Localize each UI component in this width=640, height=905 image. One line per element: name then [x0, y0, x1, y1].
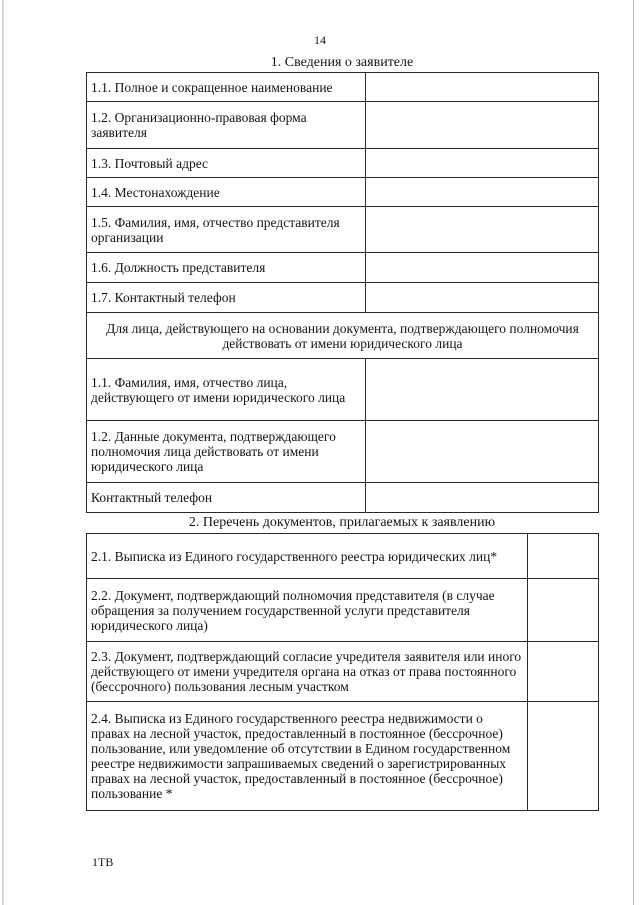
field-value-authority-document[interactable]: [366, 421, 599, 483]
field-label-representative-name: 1.5. Фамилия, имя, отчество представителя организации: [87, 207, 366, 253]
scan-edge-left: [2, 0, 4, 905]
applicant-info-table: [86, 72, 599, 513]
table-row: [87, 207, 599, 253]
table-row: [87, 421, 599, 483]
field-value-location[interactable]: [366, 178, 599, 207]
table-row: [87, 313, 599, 359]
footer-code: 1ТВ: [92, 855, 114, 869]
section-1-title: 1. Сведения о заявителе: [270, 55, 414, 70]
table-row: [87, 642, 599, 702]
table-row: [87, 178, 599, 207]
section-2-title: 2. Перечень документов, прилагаемых к заявлению: [188, 515, 496, 530]
field-value-legal-form[interactable]: [366, 102, 599, 149]
authorized-person-subheader: Для лица, действующего на основании документа, подтверждающего полномочия действовать от имени юридического лица: [87, 313, 599, 359]
field-label-postal-address: 1.3. Почтовый адрес: [87, 149, 366, 178]
table-row: [87, 149, 599, 178]
field-label-full-name: 1.1. Полное и сокращенное наименование: [87, 73, 366, 102]
document-item-egrul-extract: 2.1. Выписка из Единого государственного реестра юридических лиц*: [87, 534, 528, 579]
scan-edge-right: [633, 0, 634, 905]
field-value-full-name[interactable]: [366, 73, 599, 102]
document-item-authority-proof: 2.2. Документ, подтверждающий полномочия представителя (в случае обращения за получением государственной услуги представителя юридического лица): [87, 579, 528, 642]
page-number: 14: [314, 33, 326, 47]
field-label-contact-phone: 1.7. Контактный телефон: [87, 283, 366, 313]
table-row: [87, 102, 599, 149]
field-label-legal-form: 1.2. Организационно-правовая форма заявителя: [87, 102, 366, 149]
field-value-contact-phone[interactable]: [366, 283, 599, 313]
table-row: [87, 702, 599, 811]
document-item-founder-consent: 2.3. Документ, подтверждающий согласие учредителя заявителя или иного действующего от имени учредителя органа на отказ от права постоянного (бессрочного) пользования лесным участком: [87, 642, 528, 702]
document-item-egrn-extract: 2.4. Выписка из Единого государственного реестра недвижимости о правах на лесной участок, предоставленный в постоянное (бессрочное) пользование, или уведомление об отсутствии в Едином государственном реестре недвижимости запрашиваемых сведений о зарегистрированных правах на лесной участок, предоставленный в постоянное (бессрочное) пользование *: [87, 702, 528, 811]
field-value-authorized-person-name[interactable]: [366, 359, 599, 421]
table-row: [87, 534, 599, 579]
field-label-authorized-contact-phone: Контактный телефон: [87, 483, 366, 513]
table-row: [87, 283, 599, 313]
field-label-representative-position: 1.6. Должность представителя: [87, 253, 366, 283]
field-value-representative-name[interactable]: [366, 207, 599, 253]
field-label-authorized-person-name: 1.1. Фамилия, имя, отчество лица, действующего от имени юридического лица: [87, 359, 366, 421]
document-mark-cell[interactable]: [528, 702, 599, 811]
field-label-location: 1.4. Местонахождение: [87, 178, 366, 207]
table-row: [87, 253, 599, 283]
document-mark-cell[interactable]: [528, 534, 599, 579]
table-row: [87, 73, 599, 102]
attached-documents-table: [86, 533, 599, 811]
field-value-postal-address[interactable]: [366, 149, 599, 178]
table-row: [87, 579, 599, 642]
field-value-representative-position[interactable]: [366, 253, 599, 283]
table-row: [87, 483, 599, 513]
table-row: [87, 359, 599, 421]
document-mark-cell[interactable]: [528, 642, 599, 702]
field-label-authority-document: 1.2. Данные документа, подтверждающего полномочия лица действовать от имени юридического лица: [87, 421, 366, 483]
document-mark-cell[interactable]: [528, 579, 599, 642]
field-value-authorized-contact-phone[interactable]: [366, 483, 599, 513]
